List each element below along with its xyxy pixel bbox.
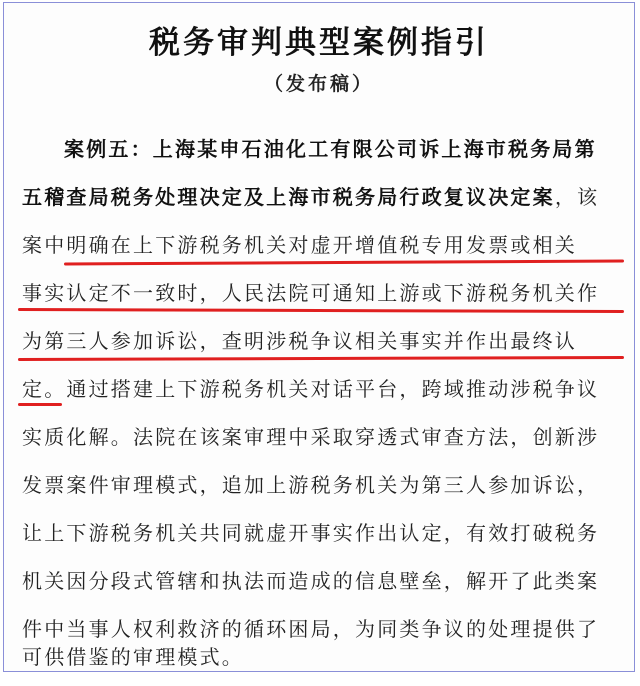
text-line-rest: 发票案件审理模式，追加上游税务机关为第三人参加诉讼， [22,473,600,497]
text-line [22,637,244,677]
text-line [22,417,599,457]
document-frame [3,2,635,672]
text-line [22,321,577,361]
text-line-bold: 五稽查局税务处理决定及上海市税务局行政复议决定案 [22,185,555,209]
text-line-rest: 件中当事人权利救济的循环困局，为同类争议的处理提供了 [22,617,600,641]
text-line-rest: 可供借鉴的审理模式。 [22,645,244,669]
text-line-rest: 定。通过搭建上下游税务机关对话平台，跨域推动涉税争议 [22,377,600,401]
text-line-rest: 事实认定不一致时，人民法院可通知上游或下游税务机关作 [22,281,600,305]
text-line [22,513,599,553]
text-line-rest: 实质化解。法院在该案审理中采取穿透式审查方法，创新涉 [22,425,600,449]
text-line [22,369,599,409]
text-line [22,225,577,265]
text-line [22,177,599,217]
text-line [22,273,599,313]
text-line-rest: 让上下游税务机关共同就虚开事实作出认定，有效打破税务 [22,521,600,545]
text-line-rest: 机关因分段式管辖和执法而造成的信息壁垒，解开了此类案 [22,569,600,593]
text-line-bold: 案例五：上海某申石油化工有限公司诉上海市税务局第 [64,137,597,161]
text-line-rest: 案中明确在上下游税务机关对虚开增值税专用发票或相关 [22,233,577,257]
red-underline [18,403,62,406]
text-line [22,465,599,505]
text-line [22,561,599,601]
text-line-rest: ，该 [554,185,600,209]
document-subtitle: （发布稿） [263,73,374,95]
text-line-rest: 为第三人参加诉讼，查明涉税争议相关事实并作出最终认 [22,329,577,353]
text-line [64,129,597,169]
document-title: 税务审判典型案例指引 [149,25,489,61]
